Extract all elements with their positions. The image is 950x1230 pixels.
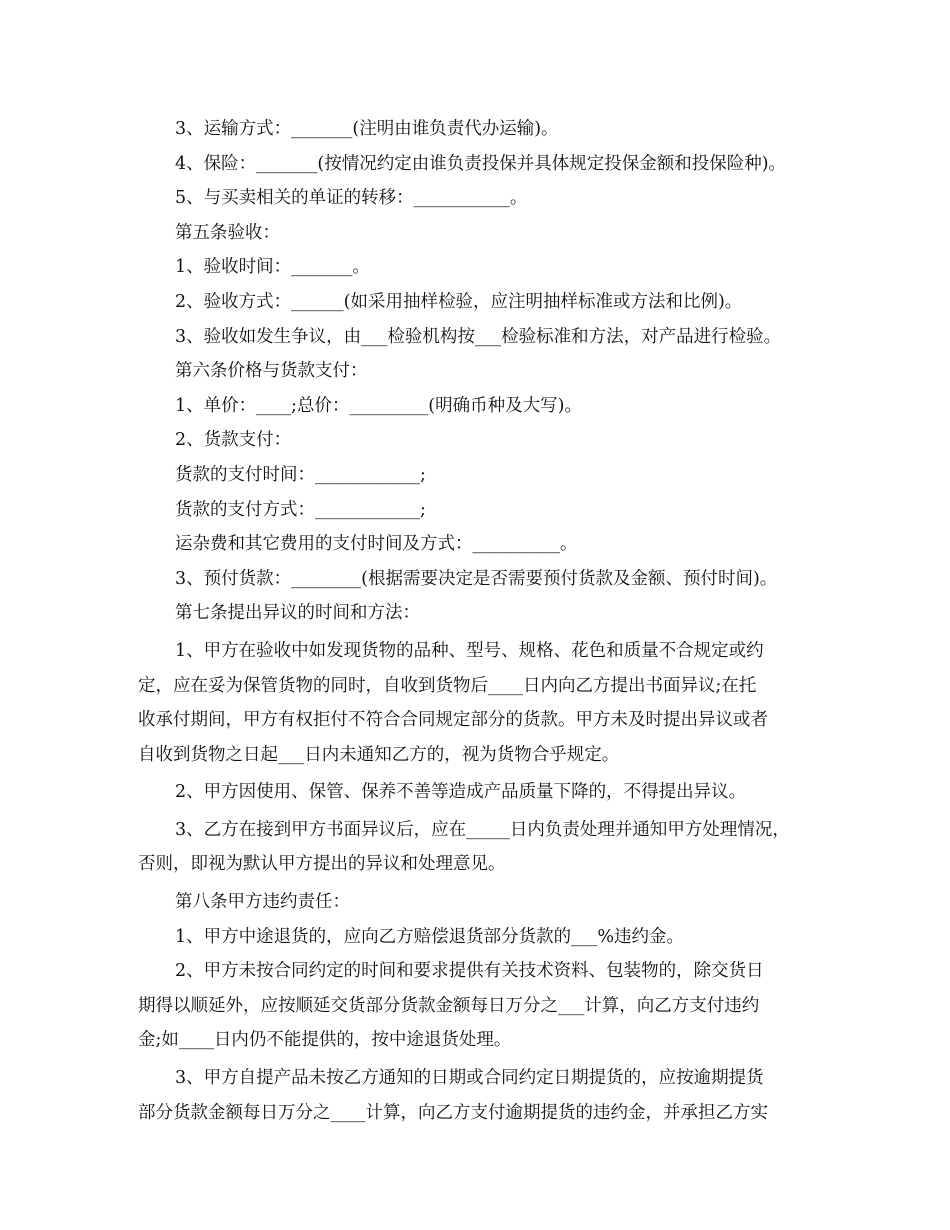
article-5-heading: 第五条验收：: [175, 222, 280, 243]
article-8-para-3-line-1: 3、甲方自提产品未按乙方通知的日期或合同约定日期提货的，应按逾期提货: [175, 1068, 764, 1089]
clause-prepayment: 3、预付货款：________(根据需要决定是否需要预付货款及金额、预付时间)。: [175, 568, 778, 589]
article-7-para-1-line-1: 1、甲方在验收中如发现货物的品种、型号、规格、花色和质量不合规定或约: [175, 640, 764, 661]
contract-body: [138, 112, 818, 1130]
article-7-para-1-line-3: 收承付期间，甲方有权拒付不符合合同规定部分的货款。甲方未及时提出异议或者: [138, 710, 768, 731]
article-7-para-2: 2、甲方因使用、保管、保养不善等造成产品质量下降的，不得提出异议。: [175, 782, 747, 803]
payment-time: 货款的支付时间：____________;: [175, 464, 426, 485]
article-6-heading: 第六条价格与货款支付：: [175, 361, 368, 382]
article-8-para-1: 1、甲方中途退货的，应向乙方赔偿退货部分货款的___%违约金。: [175, 926, 685, 947]
article-7-para-3-line-1: 3、乙方在接到甲方书面异议后，应在_____日内负责处理并通知甲方处理情况，: [175, 819, 790, 840]
clause-document-transfer: 5、与买卖相关的单证的转移：___________。: [175, 188, 528, 209]
article-7-para-1-line-2: 定，应在妥为保管货物的同时，自收到货物后____日内向乙方提出书面异议;在托: [138, 675, 757, 696]
clause-payment: 2、货款支付：: [175, 430, 292, 451]
clause-unit-price: 1、单价：____;总价：_________(明确币种及大写)。: [175, 395, 582, 416]
clause-insurance: 4、保险：_______(按情况约定由谁负责投保并具体规定投保金额和投保险种)。: [175, 153, 787, 174]
article-8-heading: 第八条甲方违约责任：: [175, 892, 350, 913]
article-7-para-3-line-2: 否则，即视为默认甲方提出的异议和处理意见。: [138, 854, 506, 875]
article-8-para-2-line-3: 金;如____日内仍不能提供的，按中途退货处理。: [138, 1030, 512, 1051]
freight-payment: 运杂费和其它费用的支付时间及方式：__________。: [175, 534, 578, 555]
article-8-para-3-line-2: 部分货款金额每日万分之____计算，向乙方支付逾期提货的违约金，并承担乙方实: [138, 1102, 768, 1123]
article-8-para-2-line-2: 期得以顺延外，应按顺延交货部分货款金额每日万分之___计算，向乙方支付违约: [138, 995, 760, 1016]
clause-inspection-time: 1、验收时间：_______。: [175, 257, 370, 278]
article-7-para-1-line-4: 自收到货物之日起___日内未通知乙方的，视为货物合乎规定。: [138, 744, 620, 765]
clause-transport-method: 3、运输方式：_______(注明由谁负责代办运输)。: [175, 119, 559, 139]
article-8-para-2-line-1: 2、甲方未按合同约定的时间和要求提供有关技术资料、包装物的，除交货日: [175, 961, 764, 982]
clause-inspection-method: 2、验收方式：______(如采用抽样检验，应注明抽样标准或方法和比例)。: [175, 291, 743, 312]
article-7-heading: 第七条提出异议的时间和方法：: [175, 603, 420, 624]
payment-method: 货款的支付方式：____________;: [175, 499, 426, 520]
clause-inspection-dispute: 3、验收如发生争议，由___检验机构按___检验标准和方法，对产品进行检验。: [175, 326, 782, 347]
